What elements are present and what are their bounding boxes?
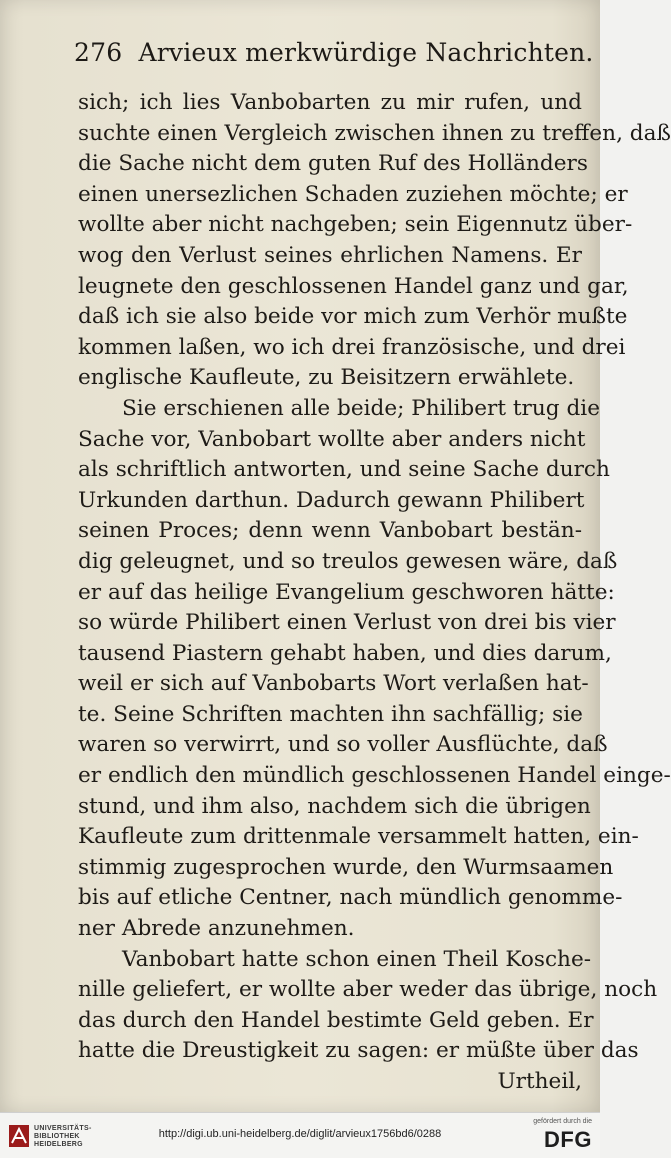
text-line: stund, und ihm also, nachdem sich die übrigen [78, 793, 591, 819]
page-number: 276 [74, 38, 123, 67]
text-line: als schriftlich antworten, und seine Sache durch [78, 457, 610, 483]
text-line: te. Seine Schriften machten ihn sachfällig; sie [78, 701, 583, 727]
text-line: kommen laßen, wo ich drei französische, und drei [78, 334, 626, 360]
text-line: Kaufleute zum drittenmale versammelt hatten, ein- [78, 824, 639, 850]
text-line: tausend Piastern gehabt haben, und dies darum, [78, 640, 612, 666]
page-header [74, 38, 594, 67]
running-title: Arvieux merkwürdige Nachrichten. [138, 38, 594, 67]
text-line: Sache vor, Vanbobart wollte aber anders nicht [78, 426, 586, 452]
text-line: englische Kaufleute, zu Beisitzern erwählete. [78, 365, 575, 391]
library-name: UNIVERSITÄTS- BIBLIOTHEK HEIDELBERG [34, 1125, 92, 1148]
text-line: seinen Proces; denn wenn Vanbobart bestän- [78, 518, 582, 544]
text-line: weil er sich auf Vanbobarts Wort verlaßen hat- [78, 671, 589, 697]
viewer-footer [0, 1112, 600, 1158]
text-line: Vanbobart hatte schon einen Theil Kosche- [122, 946, 592, 972]
text-line: wollte aber nicht nachgeben; sein Eigennutz über- [78, 212, 633, 238]
text-line: er endlich den mündlich geschlossenen Handel einge- [78, 763, 671, 789]
text-line: bis auf etliche Centner, nach mündlich genomme- [78, 885, 623, 911]
text-line: Sie erschienen alle beide; Philibert trug die [122, 395, 600, 421]
text-line: suchte einen Vergleich zwischen ihnen zu treffen, daß [78, 120, 671, 146]
permalink-url[interactable]: http://digi.ub.uni-heidelberg.de/diglit/arvieux1756bd6/0288 [158, 1128, 442, 1140]
text-line: einen unersezlichen Schaden zuziehen möchte; er [78, 181, 628, 207]
text-line: sich; ich lies Vanbobarten zu mir rufen, und [78, 90, 582, 115]
text-line: stimmig zugesprochen wurde, den Wurmsaamen [78, 854, 614, 880]
text-line: nille geliefert, er wollte aber weder das übrige, noch [78, 977, 658, 1003]
text-line: Urkunden darthun. Dadurch gewann Philibert [78, 487, 585, 513]
text-line: hatte die Dreustigkeit zu sagen: er müßte über das [78, 1038, 639, 1064]
dfg-logo: DFG [544, 1127, 592, 1152]
text-line: er auf das heilige Evangelium geschworen hätte: [78, 579, 615, 605]
text-line: so würde Philibert einen Verlust von drei bis vier [78, 610, 616, 636]
funder-note: gefördert durch die [533, 1118, 592, 1125]
text-line: daß ich sie also beide vor mich zum Verhör mußte [78, 304, 628, 330]
text-line: die Sache nicht dem guten Ruf des Holländers [78, 151, 588, 177]
text-line: leugnete den geschlossenen Handel ganz und gar, [78, 273, 629, 299]
text-line: waren so verwirrt, und so voller Ausflüchte, daß [78, 732, 608, 758]
text-line: wog den Verlust seines ehrlichen Namens. Er [78, 242, 582, 268]
body-text [78, 88, 671, 1098]
text-line: dig geleugnet, und so treulos gewesen wäre, daß [78, 548, 618, 574]
catchword: Urtheil, [497, 1069, 582, 1094]
text-line: ner Abrede anzunehmen. [78, 916, 355, 942]
text-line: das durch den Handel bestimte Geld geben. Er [78, 1007, 594, 1033]
